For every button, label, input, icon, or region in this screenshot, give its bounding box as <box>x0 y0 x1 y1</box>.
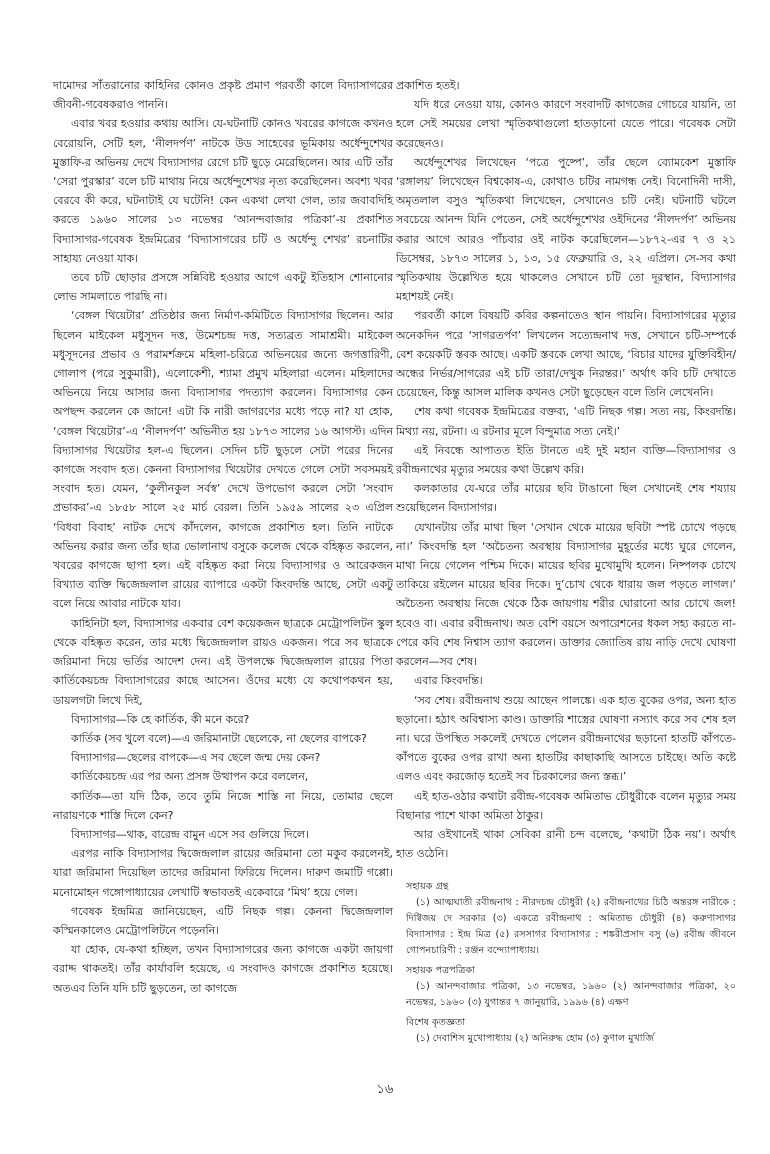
right-column-body <box>396 76 736 863</box>
paragraph: শেষ কথা গবেষক ইন্দ্রমিত্রের বক্তব্য, ‘এটি নিছক গল্প। সত্য নয়, কিংবদন্তি। মিথ্যা নয়, রটনা। এ রটনার মূলে বিন্দুমাত্র সত্য নেই।’ <box>396 405 736 438</box>
paragraph: আর ওইখানেই থাকা সেবিকা রানী চন্দ বলেছে, ‘কথাটা ঠিক নয়’। অর্থাৎ হাত ওঠেনি। <box>396 827 736 861</box>
paragraph: প্রকাশিত হতই। <box>396 79 460 92</box>
paragraph: বিদ্যাসাগর—থাক, বারেন্দ্র বামুন এসে সব গুলিয়ে দিলে। <box>71 827 309 841</box>
paragraph: এই নিবন্ধে আপাতত ইতি টানতে এই দুই মহান ব্যক্তি—বিদ্যাসাগর ও রবীন্দ্রনাথের মৃত্যুর সময়ের কথা উল্লেখ করি। <box>396 443 736 477</box>
paragraph: দামোদর সাঁতরানোর কাহিনির কোনও প্রকৃষ্ট প্রমাণ পরবর্তী কালে বিদ্যাসাগরের জীবনী-গবেষকরাও পাননি। <box>53 79 393 112</box>
paragraph: ‘সব শেষ। রবীন্দ্রনাথ শুয়ে আছেন পালঙ্কে। এক হাত বুকের ওপর, অন্য হাত ছড়ানো। হঠাৎ অবিশ্বাস্য কাণ্ড। ডাক্তারি শাস্ত্রের ঘোষণা নস্যাৎ করে সব শেষ হল না। ঘরে উপস্থিত সকলেই দেখতে পেলেন রবীন্দ্রনাথের ছড়ানো হাতটি কাঁপতে-কাঁপতে বুকের ওপর রাখা অন্য হাতটির কাছাকাছি আসতে চাইছে। অতি কষ্টে এলও এবং করজোড় হতেই সব চিরকালের জন্য স্তব্ধ।’ <box>396 693 736 784</box>
paragraph: কার্তিকেয়চন্দ্র এর পর অন্য প্রসঙ্গ উত্থাপন করে বললেন, <box>71 770 309 784</box>
paragraph: যেখানটায় তাঁর মাথা ছিল ‘সেখান থেকে মায়ের ছবিটা স্পষ্ট চোখে পড়ছে না।’ কিংবদন্তি হল ‘অচৈতন্য অবস্থায় বিদ্যাসাগর মুহূর্তের মধ্যে ঘুরে গেলেন, মাথা নিয়ে গেলেন পশ্চিম দিকে। মায়ের ছবির মুখোমুখি হলেন। নিষ্পলক চোখে তাকিয়ে রইলেন মায়ের ছবির দিকে। দু’চোখ থেকে ধারায় জল পড়তে লাগল।’ অচৈতন্য অবস্থায় নিজে থেকে ঠিক জায়গায় শরীর ঘোরানো আর চোখে জল! হবেও বা। এবার রবীন্দ্রনাথ। অত বেশি বয়সে অপারেশনের ধকল সহ্য করতে না-পেরে কবি শেষ নিশ্বাস ত্যাগ করলেন। ডাক্তার জ্যোতিষ রায় নাড়ি দেখে ঘোষণা করলেন—সব শেষ। <box>396 520 736 669</box>
page-number: ১৬ <box>376 1082 394 1097</box>
paragraph: অর্ধেন্দুশেখর লিখেছেন ‘পত্রে পুষ্পে’, তাঁর ছেলে ব্যোমকেশ মুস্তাফি ‘রঙ্গালয়’ লিখেছেন বিশ্বকোষ-এ, কোথাও চটির নামগন্ধ নেই। বিনোদিনী দাসী, অমৃতলাল বসুও স্মৃতিকথা লিখেছেন, সেখানেও চটি নেই। ঘটনাটি ঘটলে সবচেয়ে আনন্দ যিনি পেতেন, সেই অর্ধেন্দুশেখর ওইদিনের ‘নীলদর্পণ’ অভিনয় করার আগে আরও পাঁচবার ওই নাটক করেছিলেন—১৮৭২-এর ৭ ও ২১ ডিসেম্বর, ১৮৭৩ সালের ১, ১৩, ১৫ ফেব্রুয়ারি ও, ২২ এপ্রিল। সে-সব কথা স্মৃতিকথায় উল্লেখিত হয়ে থাকলেও সেখানে চটি তো দূরস্থান, বিদ্যাসাগর মহাশয়ই নেই। <box>396 155 736 304</box>
paragraph: কার্তিক (সব খুলে বলে)—এ জরিমানাটা ছেলেকে, না ছেলের বাপকে? <box>71 731 367 745</box>
right-column <box>396 76 736 1047</box>
reference-heading: সহায়ক পত্রপত্রিকা <box>406 965 475 977</box>
paragraph: পরবর্তী কালে বিষয়টি কবির কল্পনাতেও স্থান পায়নি। বিদ্যাসাগরের মৃত্যুর অনেকদিন পরে ‘সাগরতর্পণ’ লিখলেন সত্যেন্দ্রনাথ দত্ত, সেখানে চটি-সম্পর্কে বেশ কয়েকটি স্তবক আছে। একটি স্তবকে লেখা আছে, ‘বিচার যাদের যুক্তিবিহীন/অন্ধের নির্ভর/সাগরের এই চটি তারা/দেখুক নিরন্তর।’ অর্থাৎ কবি চটি দেখাতে চেয়েছেন, কিন্তু আসল মালিক কখনও সেটা ছুড়েছেন বলে তিনি লেখেননি। <box>396 309 736 400</box>
paragraph: কলকাতার যে-ঘরে তাঁর মায়ের ছবি টাঙানো ছিল সেখানেই শেষ শয্যায় শুয়েছিলেন বিদ্যাসাগর। <box>396 482 736 515</box>
paragraph: যদি ধরে নেওয়া যায়, কোনও কারণে সংবাদটি কাগজের গোচরে যায়নি, তা হলে সেই সময়ের লেখা স্মৃতিকথাগুলো হাতড়ানো যেতে পারে। গবেষক সেটা করেছেনও। <box>396 98 736 150</box>
left-column <box>53 76 393 998</box>
reference-item: (১) আত্মঘাতী রবীন্দ্রনাথ : নীরদচন্দ্র চৌধুরী (২) রবীন্দ্রনাথের চিঠি অন্তরঙ্গ নারীকে : দিগ্বিজয় দে সরকার (৩) একত্রে রবীন্দ্রনাথ : অমিতাভ চৌধুরী (৪) করুণাসাগর বিদ্যাসাগর : ইন্দ্র মিত্র (৫) রসসাগর বিদ্যাসাগর : শঙ্করীপ্রসাদ বসু (৬) রবীন্দ্র জীবনে গোপনচারিণী : রঞ্জন বন্দ্যোপাধ্যায়। <box>406 897 736 957</box>
paragraph: বিদ্যাসাগর—ছেলের বাপকে—এ সব ছেলে জন্ম দেয় কেন? <box>71 751 321 765</box>
references-section <box>396 879 736 1047</box>
reference-heading: সহায়ক গ্রন্থ <box>406 881 449 893</box>
paragraph: কাহিনিটা হল, বিদ্যাসাগর একবার বেশ কয়েকজন ছাত্রকে মেট্রোপলিটন স্কুল থেকে বহিষ্কৃত করেন, তার মধ্যে দ্বিজেন্দ্রলাল রায়ও একজন। পরে সব ছাত্রকে জরিমানা দিয়ে ভর্তির আদেশ দেন। এই উপলক্ষে দ্বিজেন্দ্রলাল রায়ের পিতা কার্তিকেয়চন্দ্র বিদ্যাসাগরের কাছে আসেন। ওঁদের মধ্যে যে কথোপকথন হয়, ডায়লগটা লিখে দিই, <box>53 616 393 707</box>
paragraph: তবে চটি ছোড়ার প্রসঙ্গে সন্নিবিষ্ট হওয়ার আগে একটু ইতিহাস শোনানোর লোভ সামলাতে পারছি না। <box>53 271 393 304</box>
paragraph: যা হোক, যে-কথা হচ্ছিল, তখন বিদ্যাসাগরের জন্য কাগজে একটা জায়গা বরাদ্দ থাকতই। তাঁর কার্যাবলি হয়েছে, এ সংবাদও কাগজে প্রকাশিত হয়েছে। অতএব তিনি যদি চটি ছুড়তেন, তা কাগজে <box>53 943 393 995</box>
reference-heading: বিশেষ কৃতজ্ঞতা <box>406 1017 466 1029</box>
reference-item: (১) দেবাশিস মুখোপাধ্যায় (২) অনিরুদ্ধ হোম (৩) কুণাল মুখার্জি <box>416 1033 654 1045</box>
paragraph: গবেষক ইন্দ্রমিত্র জানিয়েছেন, এটি নিছক গল্প। কেননা দ্বিজেন্দ্রলাল কস্মিনকালেও মেট্রোপলিটনে পড়েননি। <box>53 904 393 937</box>
paragraph: এই হাত-ওঠার কথাটা রবীন্দ্র-গবেষক অমিতাভ চৌধুরীকে বলেন মৃত্যুর সময় বিছানার পাশে থাকা অমিতা ঠাকুর। <box>396 789 736 822</box>
paragraph: এরপর নাকি বিদ্যাসাগর দ্বিজেন্দ্রলাল রায়ের জরিমানা তো মকুব করলেনই, যারা জরিমানা দিয়েছিল তাদের জরিমানা ফিরিয়ে দিলেন। দারুণ জমাটি গপ্পো। মনোমোহন গঙ্গোপাধ্যায়ের লেখাটি স্বভাবতই একেবারে ‘মিথ’ হয়ে গেল। <box>53 847 393 899</box>
paragraph: এবার খবর হওয়ার কথায় আসি। যে-ঘটনাটি কোনও খবরের কাগজে কখনও বেরোয়নি, সেটি হল, ‘নীলদর্পণ’ নাটকে উড সাহেবের ভূমিকায় অর্ধেন্দুশেখর মুস্তাফি-র অভিনয় দেখে বিদ্যাসাগর রেগে চটি ছুড়ে মেরেছিলেন। আর এটি তাঁর ‘সেরা পুরস্কার’ বলে চটি মাথায় নিয়ে অর্ধেন্দুশেখর নৃত্য করেছিলেন। অবশ্য খবর বেরবে কী করে, ঘটনাটাই যে ঘটেনি! কেন একথা লেখা গেল, তার জবাবদিহি করতে ১৯৬০ সালের ১৩ নভেম্বর ‘আনন্দবাজার পত্রিকা’-য় প্রকাশিত বিদ্যাসাগর-গবেষক ইন্দ্রমিত্রের ‘বিদ্যাসাগরের চটি ও অর্ধেন্দু শেখর’ রচনাটির সাহায্য নেওয়া যাক। <box>53 117 393 265</box>
paragraph: কার্তিক—তা যদি ঠিক, তবে তুমি নিজে শাস্তি না নিয়ে, তোমার ছেলে নারায়ণকে শাস্তি দিলে কেন? <box>53 789 393 822</box>
paragraph: ‘বেঙ্গল থিয়েটার’ প্রতিষ্ঠার জন্য নির্মাণ-কমিটিতে বিদ্যাসাগর ছিলেন। আর ছিলেন মাইকেল মধুসূদন দত্ত, উমেশচন্দ্র দত্ত, সত্যব্রত সামাশ্রমী। মাইকেল মধুসূদনের প্রভাব ও পরামর্শক্রমে মহিলা-চরিত্রে অভিনয়ের জন্যে জগত্তারিণী, গোলাপ (পরে সুকুমারী), এলোকেশী, শ্যামা প্রমুখ মহিলারা এলেন। মহিলাদের অভিনয়ে নিয়ে আসার জন্য বিদ্যাসাগর পদত্যাগ করলেন। বিদ্যাসাগর কেন অপছন্দ করলেন কে জানে! এটা কি নারী জাগরণের মধ্যে পড়ে না? যা হোক, ‘বেঙ্গল থিয়েটার’-এ ‘নীলদর্পণ’ অভিনীত হয় ১৮৭৩ সালের ১৬ আগস্ট। এদিন বিদ্যাসাগর থিয়েটার হল-এ ছিলেন। সেদিন চটি ছুড়লে সেটা পরের দিনের কাগজে সংবাদ হত। কেননা বিদ্যাসাগর থিয়েটার দেখতে গেলে সেটা সবসময়ই সংবাদ হত। যেমন, ‘কুলীনকুল সর্বস্ব’ দেখে উপভোগ করলে সেটা ‘সংবাদ প্রভাকর’-এ ১৮৫৮ সালে ২৫ মার্চ বেরল। তিনি ১৯৫৯ সালের ২৩ এপ্রিল ‘বিধবা বিবাহ’ নাটক দেখে কাঁদলেন, কাগজে প্রকাশিত হল। তিনি নাটকে অভিনয় করার জন্য তাঁর ছাত্র ভোলানাথ বসুকে কলেজ থেকে বহিষ্কৃত করলেন, খবরের কাগজে ছাপা হল। এই বহিষ্কৃত করা নিয়ে বিদ্যাসাগর ও আরেকজন বিখ্যাত ব্যক্তি দ্বিজেন্দ্রলাল রায়ের ব্যাপারে একটা কিংবদন্তি আছে, সেটা একটু বলে নিয়ে আবার নাটকে যাব। <box>53 309 393 611</box>
paragraph: বিদ্যাসাগর—কি হে কার্তিক, কী মনে করে? <box>71 712 250 726</box>
paragraph: এবার কিংবদন্তি। <box>414 674 483 688</box>
reference-item: (১) আনন্দবাজার পত্রিকা, ১৩ নভেম্বর, ১৯৬০ (২) আনন্দবাজার পত্রিকা, ২০ নভেম্বর, ১৯৬০ (৩) যুগান্তর ৭ জানুয়ারি, ১৯৯৬ (৪) এক্ষণ <box>406 981 736 1009</box>
